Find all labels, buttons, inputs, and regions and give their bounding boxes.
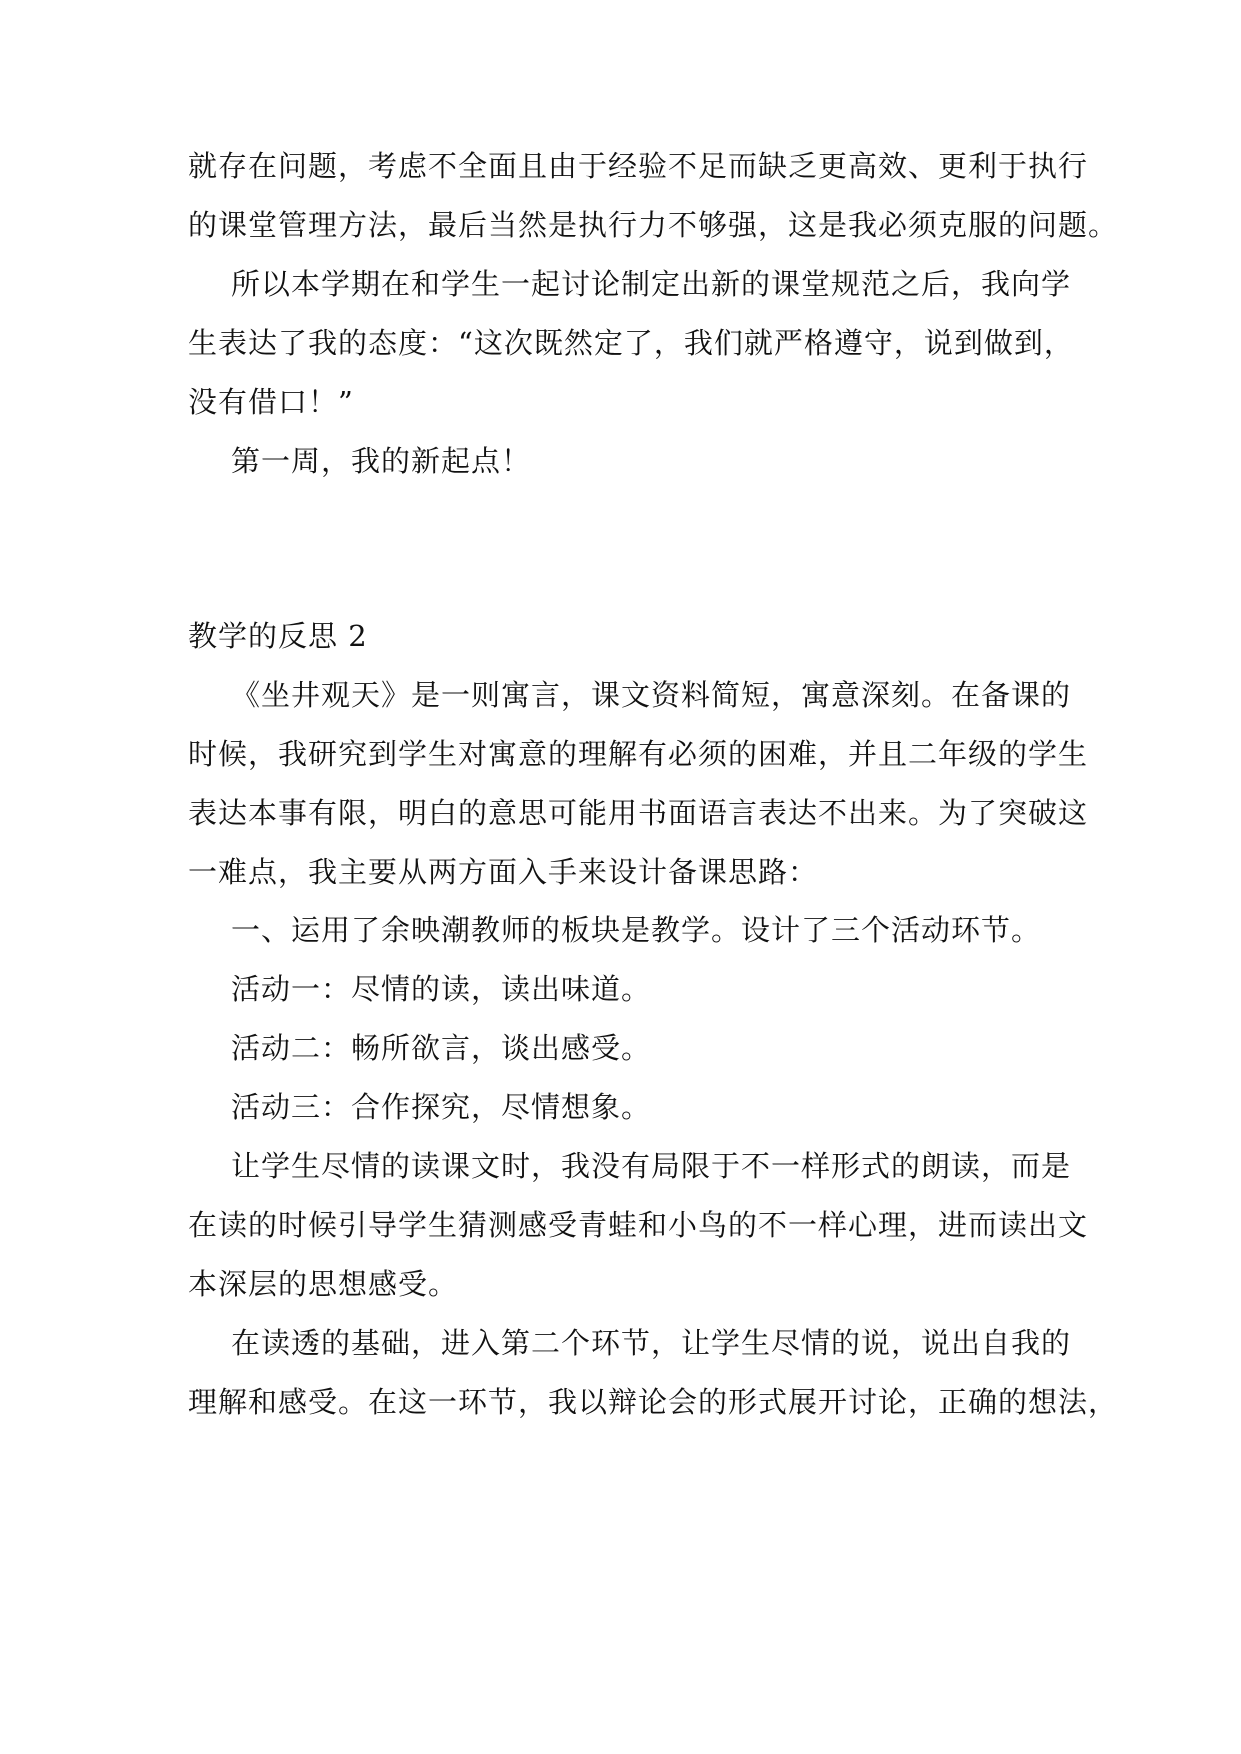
paragraph-line: 在读透的基础，进入第二个环节，让学生尽情的说，说出自我的 <box>231 1326 1072 1360</box>
paragraph-line: 所以本学期在和学生一起讨论制定出新的课堂规范之后，我向学 <box>231 267 1072 301</box>
paragraph-line: 生表达了我的态度：“这次既然定了，我们就严格遵守，说到做到， <box>188 326 1074 360</box>
paragraph-line: 表达本事有限，明白的意思可能用书面语言表达不出来。为了突破这 <box>188 796 1089 830</box>
paragraph-line: 活动二：畅所欲言，谈出感受。 <box>231 1031 652 1065</box>
paragraph-line: 一、运用了余映潮教师的板块是教学。设计了三个活动环节。 <box>231 913 1042 947</box>
section-heading: 教学的反思 2 <box>188 619 368 653</box>
paragraph-line: 就存在问题，考虑不全面且由于经验不足而缺乏更高效、更利于执行 <box>188 149 1089 183</box>
paragraph-line: 第一周，我的新起点！ <box>231 444 532 478</box>
paragraph-line: 没有借口！” <box>188 385 354 419</box>
paragraph-line: 活动一：尽情的读，读出味道。 <box>231 972 652 1006</box>
paragraph-line: 《坐井观天》是一则寓言，课文资料简短，寓意深刻。在备课的 <box>231 678 1072 712</box>
paragraph-line: 让学生尽情的读课文时，我没有局限于不一样形式的朗读，而是 <box>231 1149 1072 1183</box>
paragraph-line: 在读的时候引导学生猜测感受青蛙和小鸟的不一样心理，进而读出文 <box>188 1208 1089 1242</box>
paragraph-line: 的课堂管理方法，最后当然是执行力不够强，这是我必须克服的问题。 <box>188 208 1119 242</box>
paragraph-line: 活动三：合作探究，尽情想象。 <box>231 1090 652 1124</box>
paragraph-line: 理解和感受。在这一环节，我以辩论会的形式展开讨论，正确的想法， <box>188 1385 1119 1419</box>
paragraph-line: 时候，我研究到学生对寓意的理解有必须的困难，并且二年级的学生 <box>188 737 1089 771</box>
paragraph-line: 一难点，我主要从两方面入手来设计备课思路： <box>188 855 819 889</box>
paragraph-line: 本深层的思想感受。 <box>188 1267 459 1301</box>
